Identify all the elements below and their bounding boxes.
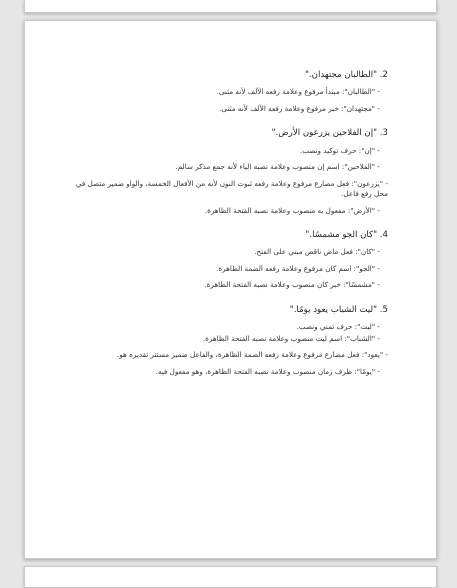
section-heading: 3. "إن الفلاحين يزرعون الأرض." xyxy=(271,128,388,139)
section-line: - "إن": حرف توكيد ونصب. xyxy=(299,145,380,155)
section-heading: 4. "كان الجو مشمسًا." xyxy=(305,229,388,240)
section-line: - "يعود": فعل مضارع مرفوع وعلامة رفعه الضمة الظاهرة، والفاعل ضمير مستتر تقديره هو. xyxy=(117,350,388,360)
section-line: - "الشباب": اسم ليت منصوب وعلامة نصبه الفتحة الظاهرة. xyxy=(202,333,380,343)
section-line: - "الطالبان": مبتدأ مرفوع وعلامة رفعه الألف لأنه مثنى. xyxy=(216,87,380,97)
section-line: - "يومًا": ظرف زمان منصوب وعلامة نصبه الفتحة الظاهرة، وهو مفعول فيه. xyxy=(155,366,380,376)
section-line: - "الفلاحين": اسم إن منصوب وعلامة نصبه الياء لأنه جمع مذكر سالم. xyxy=(175,162,380,172)
section-heading: 2. "الطالبان مجتهدان." xyxy=(304,70,388,80)
previous-page-edge xyxy=(24,0,437,13)
section-line: - "ليت": حرف تمني ونصب. xyxy=(296,322,380,332)
section-line: - "مشمسًا": خبر كان منصوب وعلامة نصبه الفتحة الظاهرة. xyxy=(204,280,380,290)
section-line: - "الأرض": مفعول به منصوب وعلامة نصبه الفتحة الظاهرة. xyxy=(204,205,380,215)
section-5 xyxy=(73,304,388,377)
section-line: - "كان": فعل ماض ناقص مبني على الفتح. xyxy=(254,247,380,257)
next-page-edge xyxy=(24,566,437,588)
document-page xyxy=(24,20,437,559)
section-line: - "يزرعون": فعل مضارع مرفوع وعلامة رفعه ثبوت النون لأنه من الأفعال الخمسة، والواو ضمير متصل في محل رفع فاعل. xyxy=(75,178,388,199)
section-heading: 5. "ليت الشباب يعود يومًا." xyxy=(289,304,388,315)
section-line: - "الجو": اسم كان مرفوع وعلامة رفعه الضمة الظاهرة. xyxy=(216,263,380,273)
section-2 xyxy=(73,69,388,114)
section-line: - "مجتهدان": خبر مرفوع وعلامة رفعه الألف لأنه مثنى. xyxy=(219,103,380,113)
section-3 xyxy=(73,127,388,216)
section-4 xyxy=(73,229,388,291)
page-content xyxy=(73,69,388,390)
